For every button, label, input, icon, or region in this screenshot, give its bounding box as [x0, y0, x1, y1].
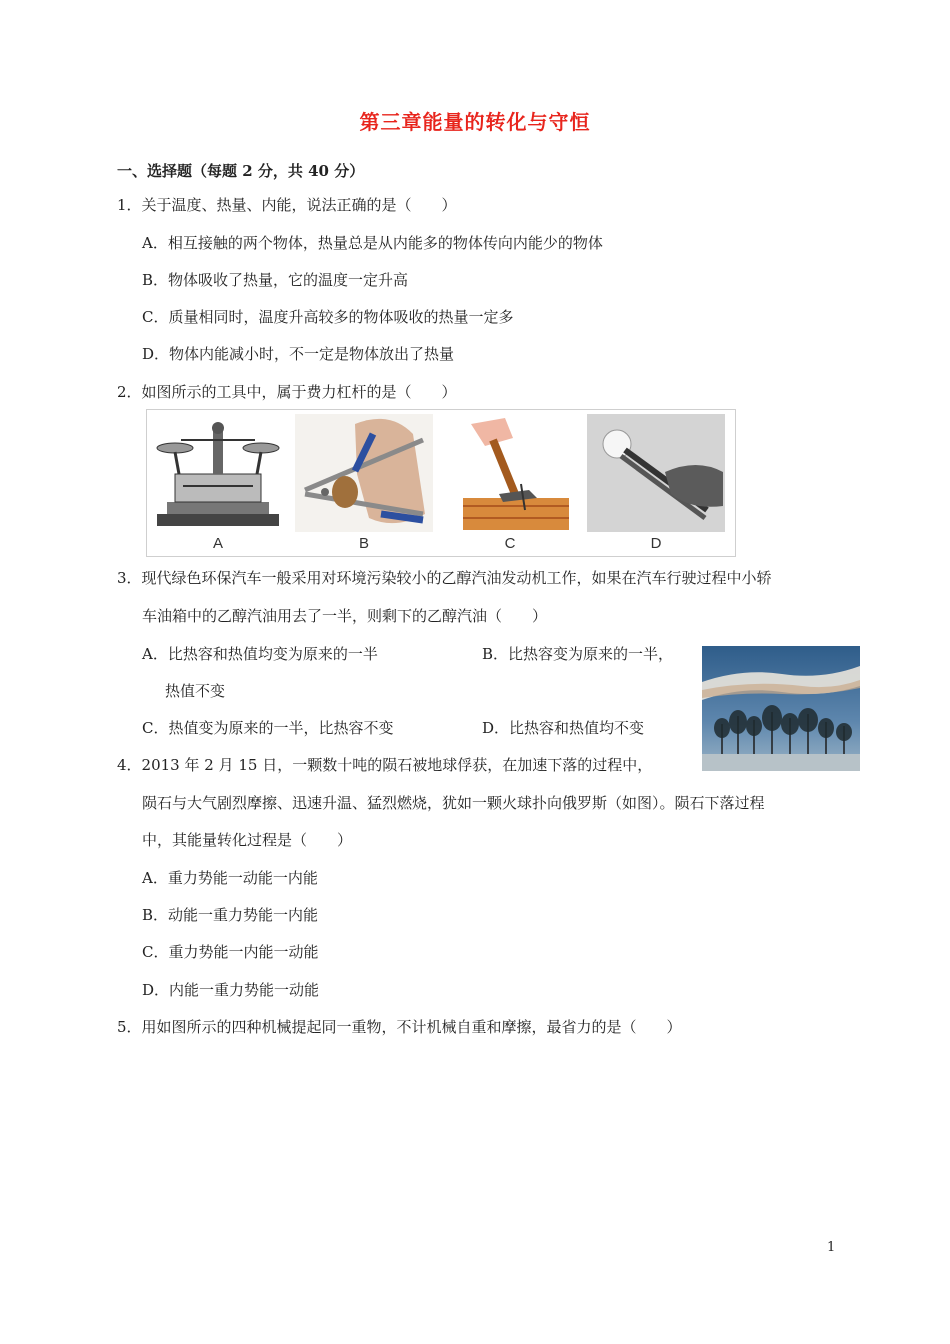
- q2-tools-figure: [146, 409, 736, 557]
- q2-label-d: D: [650, 535, 662, 552]
- q5-stem: 5．用如图所示的四种机械提起同一重物，不计机械自重和摩擦，最省力的是（ ）: [117, 1018, 682, 1036]
- q1-option-a: A．相互接触的两个物体，热量总是从内能多的物体传向内能少的物体: [142, 234, 603, 252]
- q3-option-b-cont: 热值不变: [165, 682, 226, 700]
- meteor-photo: [702, 646, 860, 771]
- q4-stem-line2: 陨石与大气剧烈摩擦、迅速升温、猛烈燃烧，犹如一颗火球扑向俄罗斯（如图）。陨石下落过程: [142, 794, 765, 812]
- page-title: 第三章能量的转化与守恒: [359, 110, 591, 134]
- page-number: 1: [827, 1240, 836, 1255]
- q2-label-c: C: [504, 535, 516, 552]
- q3-option-c: C．热值变为原来的一半，比热容不变: [142, 719, 394, 737]
- q4-option-c: C．重力势能一内能一动能: [142, 943, 319, 961]
- q1-option-c: C．质量相同时，温度升高较多的物体吸收的热量一定多: [142, 308, 514, 326]
- q3-stem-line1: 3．现代绿色环保汽车一般采用对环境污染较小的乙醇汽油发动机工作，如果在汽车行驶过程中小轿: [117, 569, 772, 587]
- nutcracker-image: [295, 414, 433, 532]
- q3-stem-line2: 车油箱中的乙醇汽油用去了一半，则剩下的乙醇汽油（ ）: [142, 607, 548, 625]
- balance-scale-image: [149, 414, 287, 532]
- q2-label-b: B: [358, 535, 369, 552]
- q1-stem: 1．关于温度、热量、内能，说法正确的是（ ）: [117, 196, 457, 214]
- q2-label-a: A: [212, 535, 223, 552]
- q4-stem-line3: 中，其能量转化过程是（ ）: [142, 831, 353, 849]
- section-heading: 一、选择题（每题 2 分，共 40 分）: [117, 162, 365, 180]
- q4-option-d: D．内能一重力势能一动能: [142, 981, 320, 999]
- q3-option-b: B．比热容变为原来的一半，: [482, 645, 674, 663]
- q4-option-b: B．动能一重力势能一内能: [142, 906, 319, 924]
- q1-option-b: B．物体吸收了热量，它的温度一定升高: [142, 271, 409, 289]
- q2-stem: 2．如图所示的工具中，属于费力杠杆的是（ ）: [117, 383, 457, 401]
- q4-stem-line1: 4．2013 年 2 月 15 日，一颗数十吨的陨石被地球俘获，在加速下落的过程中，: [117, 756, 653, 774]
- q1-option-d: D．物体内能减小时，不一定是物体放出了热量: [142, 345, 455, 363]
- q4-option-a: A．重力势能一动能一内能: [142, 869, 318, 887]
- q3-option-a: A．比热容和热值均变为原来的一半: [142, 645, 378, 663]
- tongs-image: [587, 414, 725, 532]
- hammer-image: [441, 414, 579, 532]
- q3-option-d: D．比热容和热值均不变: [482, 719, 645, 737]
